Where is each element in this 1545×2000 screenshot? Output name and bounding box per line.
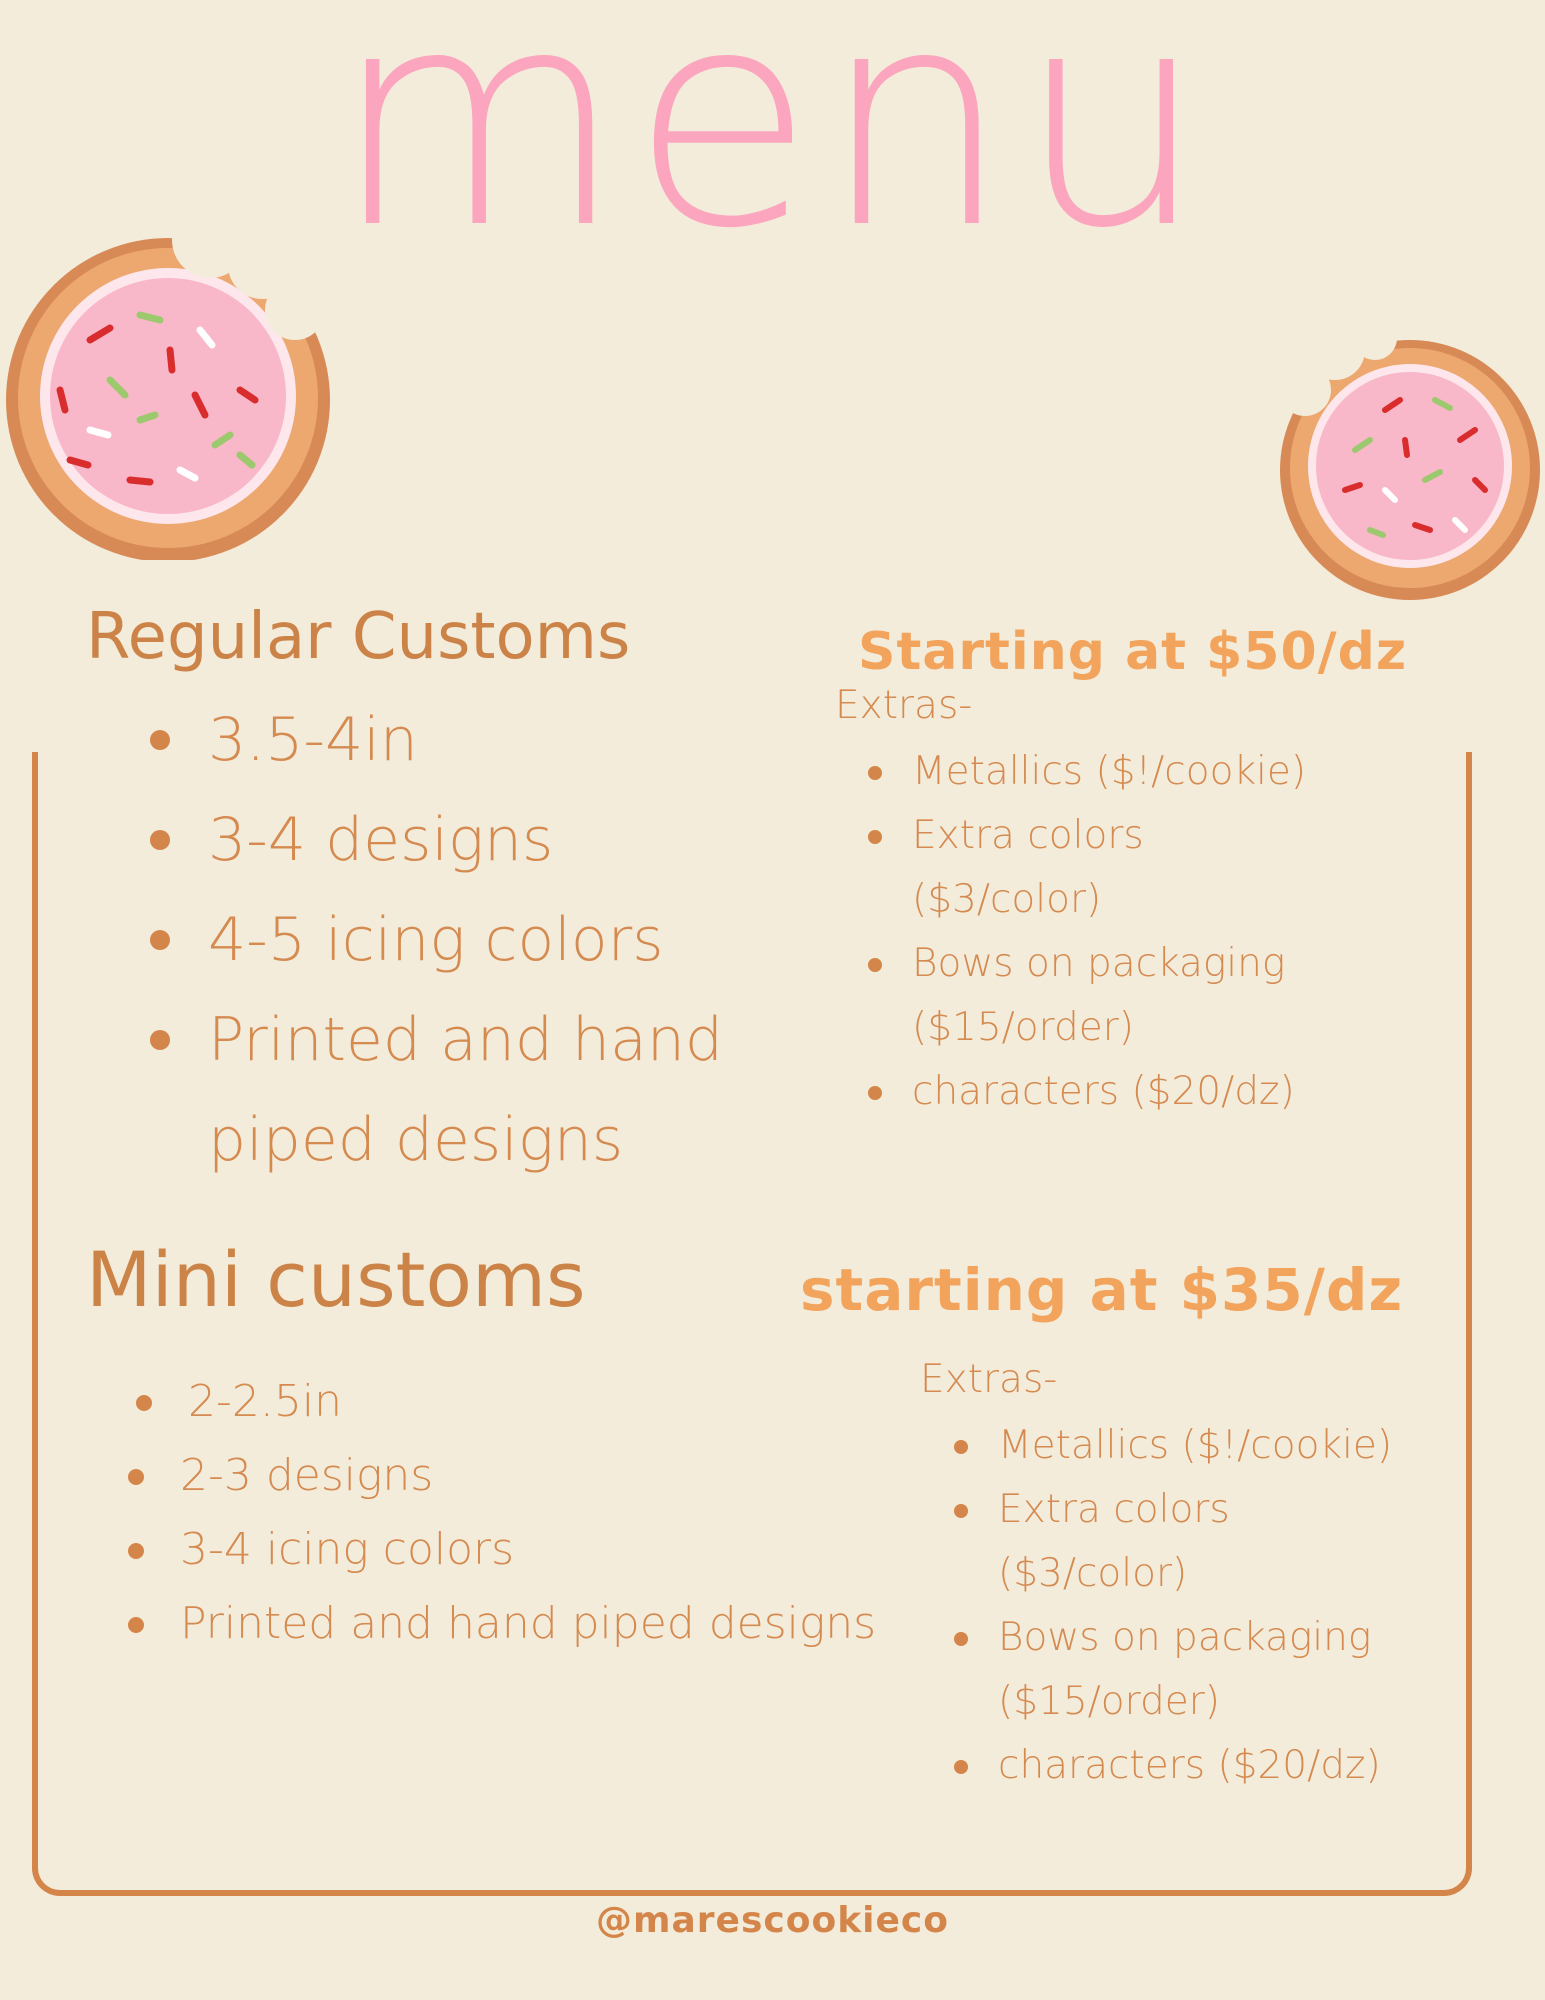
list-item: 3.5-4in [148, 690, 828, 790]
cookie-icon [1275, 330, 1545, 600]
regular-price: Starting at $50/dz [858, 622, 1408, 682]
list-item: 4-5 icing colors [148, 890, 828, 990]
list-item: 2-3 designs [128, 1439, 928, 1513]
mini-price: starting at $35/dz [800, 1256, 1404, 1324]
list-item: characters ($20/dz) [952, 1734, 1452, 1798]
page-title: menu [331, 0, 1214, 294]
social-handle: @marescookieco [596, 1900, 949, 1941]
list-item: Extra colors ($3/color) [866, 804, 1232, 932]
list-item: Bows on packaging ($15/order) [866, 932, 1332, 1060]
list-item: Printed and hand piped designs [148, 990, 768, 1190]
list-item: 3-4 designs [148, 790, 828, 890]
mini-features-list [128, 1365, 928, 1661]
mini-extras-list [952, 1414, 1452, 1798]
list-item: Metallics ($!/cookie) [952, 1414, 1452, 1478]
mini-extras-label: Extras- [920, 1357, 1058, 1402]
list-item: Printed and hand piped designs [128, 1587, 928, 1661]
cookie-icon [0, 220, 340, 560]
list-item: Bows on packaging ($15/order) [952, 1606, 1418, 1734]
list-item: Metallics ($!/cookie) [866, 740, 1346, 804]
regular-extras-label: Extras- [835, 683, 973, 728]
regular-customs-heading: Regular Customs [86, 600, 631, 674]
list-item: Extra colors ($3/color) [952, 1478, 1318, 1606]
list-item: 2-2.5in [128, 1365, 928, 1439]
list-item: 3-4 icing colors [128, 1513, 928, 1587]
mini-customs-heading: Mini customs [86, 1235, 586, 1324]
regular-extras-list [866, 740, 1346, 1124]
list-item: characters ($20/dz) [866, 1060, 1346, 1124]
regular-features-list [148, 690, 828, 1190]
